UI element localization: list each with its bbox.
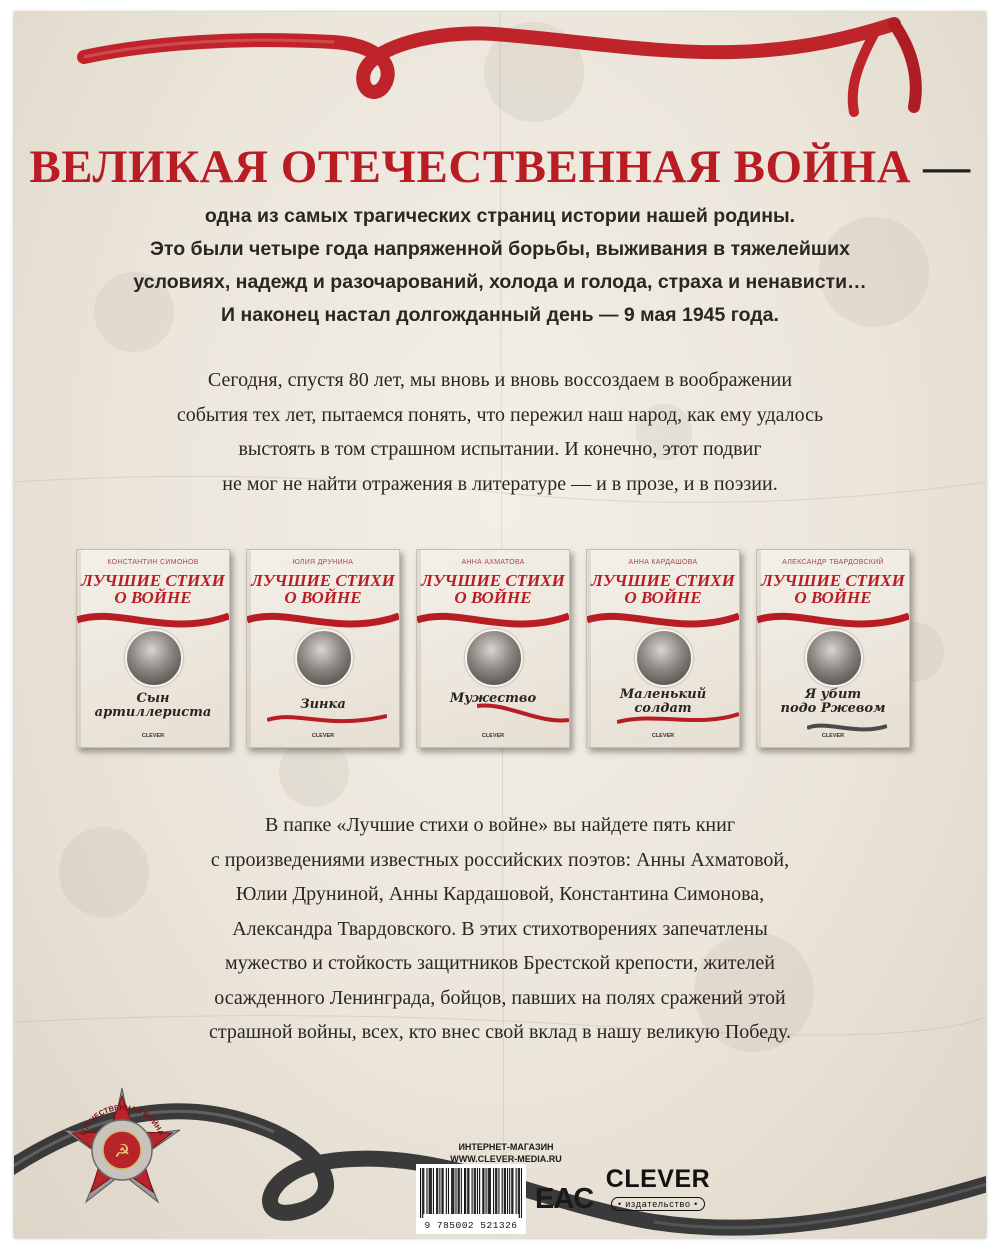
headline-dash: — [923, 141, 971, 193]
book-publisher: CLEVER [481, 733, 505, 739]
barcode-bar [488, 1168, 489, 1214]
barcode-bar [482, 1168, 483, 1214]
barcode-bar [448, 1168, 449, 1214]
book-cover-akhmatova [416, 549, 570, 748]
barcode-bar [502, 1168, 503, 1214]
barcode-bar [426, 1168, 427, 1214]
barcode-bar [459, 1168, 460, 1214]
barcode-bar [446, 1168, 447, 1214]
book-series-title: ЛУЧШИЕ СТИХИ О ВОЙНЕ [81, 571, 225, 607]
barcode-bar [467, 1168, 468, 1214]
online-store-label: ИНТЕРНЕТ-МАГАЗИН [458, 1142, 554, 1152]
barcode-bar [504, 1168, 505, 1214]
barcode-bar [505, 1168, 506, 1214]
barcode-bar [489, 1168, 490, 1214]
paragraph-line: осажденного Ленинграда, бойцов, павших на полях сражений этой [214, 986, 786, 1009]
barcode-bar [485, 1168, 486, 1214]
headline-text: ВЕЛИКАЯ ОТЕЧЕСТВЕННАЯ ВОЙНА [29, 141, 912, 193]
paragraph-line: В папке «Лучшие стихи о войне» вы найдете пять книг [264, 814, 736, 836]
online-store-info [416, 1141, 596, 1165]
barcode-bar [509, 1168, 510, 1214]
book-photo [125, 629, 183, 687]
paragraph-line: с произведениями известных российских поэтов: Анны Ахматовой, [210, 848, 790, 871]
barcode-bar [519, 1168, 520, 1218]
barcode-bars [420, 1168, 522, 1218]
book-series-title: ЛУЧШИЕ СТИХИ О ВОЙНЕ [591, 571, 735, 607]
barcode-bar [468, 1168, 469, 1214]
barcode-bar [483, 1168, 484, 1214]
barcode-bar [423, 1168, 424, 1214]
paragraph-line: Юлии Друниной, Анны Кардашовой, Константина Симонова, [235, 883, 765, 905]
barcode-bar [511, 1168, 512, 1214]
book-title: Сын артиллериста [94, 691, 212, 720]
barcode-bar [475, 1168, 476, 1214]
book-author: ЮЛИЯ ДРУНИНА [292, 559, 354, 566]
barcode-bar [464, 1168, 465, 1214]
barcode-bar [474, 1168, 475, 1214]
barcode-bar [465, 1168, 466, 1214]
book-title: Мужество [449, 691, 537, 706]
barcode-bar [490, 1168, 491, 1214]
barcode-bar [496, 1168, 497, 1214]
book-ribbon-lower [267, 710, 387, 730]
barcode-bar [443, 1168, 444, 1214]
book-cover-drunina [246, 549, 400, 748]
paragraph-line: Александра Твардовского. В этих стихотворениях запечатлены [232, 917, 768, 940]
paragraph-line: не мог не найти отражения в литературе — и в прозе, и в поэзии. [222, 472, 778, 495]
paragraph-folder [54, 808, 946, 1050]
book-cover-simonov [76, 549, 230, 748]
publisher-name: CLEVER [605, 1165, 711, 1193]
barcode-bar [439, 1168, 440, 1214]
book-title: Я убит подо Ржевом [780, 687, 886, 716]
book-author: АЛЕКСАНДР ТВАРДОВСКИЙ [782, 559, 884, 566]
book-back-cover [14, 12, 986, 1238]
barcode-bar [436, 1168, 437, 1214]
book-author: АННА КАРДАШОВА [628, 559, 698, 566]
book-photo [465, 629, 523, 687]
barcode-bar [498, 1168, 499, 1214]
book-title: Зинка [300, 697, 346, 712]
barcode-bar [437, 1168, 438, 1214]
book-photo [295, 629, 353, 687]
book-series-row [76, 549, 936, 749]
book-publisher: CLEVER [141, 733, 165, 739]
paragraph-line: выстоять в том страшном испытании. И конечно, этот подвиг [238, 438, 762, 460]
order-badge-text: ОТЕЧЕСТВЕННАЯ ВОЙНА [78, 1102, 166, 1137]
eac-certification-mark: EAC [535, 1183, 594, 1215]
barcode-bar [453, 1168, 454, 1214]
barcode-bar [422, 1168, 423, 1218]
barcode-bar [461, 1168, 462, 1214]
intro-text [54, 200, 946, 332]
barcode-bar [518, 1168, 519, 1214]
paragraph-line: события тех лет, пытаемся понять, что пережил наш народ, как ему удалось [176, 403, 824, 426]
barcode-bar [495, 1168, 496, 1214]
intro-line: одна из самых трагических страниц истории нашей родины. [204, 205, 796, 227]
book-ribbon-lower [477, 700, 569, 730]
book-ribbon-lower [617, 710, 739, 730]
barcode-bar [493, 1168, 494, 1214]
svg-text:☭: ☭ [113, 1141, 131, 1162]
barcode-bar [430, 1168, 431, 1214]
barcode-bar [512, 1168, 513, 1214]
book-publisher: CLEVER [651, 733, 675, 739]
barcode-bar [431, 1168, 432, 1214]
barcode-bar [455, 1168, 456, 1214]
barcode [416, 1164, 526, 1234]
paragraph-line: страшной войны, всех, кто внес свой вклад в нашу великую Победу. [209, 1021, 791, 1043]
paragraph-today [54, 363, 946, 501]
barcode-bar [472, 1168, 473, 1214]
book-author: КОНСТАНТИН СИМОНОВ [107, 559, 199, 566]
book-cover-tvardovsky [756, 549, 910, 748]
intro-line: И наконец настал долгожданный день — 9 мая 1945 года. [221, 304, 779, 326]
paragraph-line: Сегодня, спустя 80 лет, мы вновь и вновь воссоздаем в воображении [207, 369, 793, 391]
book-series-title: ЛУЧШИЕ СТИХИ О ВОЙНЕ [251, 571, 395, 607]
order-of-patriotic-war-icon [56, 1084, 188, 1216]
barcode-bar [521, 1168, 522, 1218]
barcode-bar [458, 1168, 459, 1214]
intro-line: Это были четыре года напряженной борьбы, выживания в тяжелейших [150, 238, 850, 260]
book-cover-kardashova [586, 549, 740, 748]
book-photo [805, 629, 863, 687]
book-photo [635, 629, 693, 687]
book-title: Маленький солдат [619, 687, 707, 716]
intro-line: условиях, надежд и разочарований, холода и голода, страха и ненависти… [133, 271, 867, 293]
barcode-bar [477, 1168, 478, 1214]
barcode-bar [441, 1168, 442, 1214]
book-series-title: ЛУЧШИЕ СТИХИ О ВОЙНЕ [421, 571, 565, 607]
barcode-bar [516, 1168, 517, 1214]
paragraph-line: мужество и стойкость защитников Брестской крепости, жителей [225, 952, 775, 974]
book-publisher: CLEVER [821, 733, 845, 739]
barcode-bar [433, 1168, 434, 1214]
barcode-bar [451, 1168, 452, 1214]
book-series-title: ЛУЧШИЕ СТИХИ О ВОЙНЕ [761, 571, 905, 607]
barcode-number: 9 785002 521326 [424, 1220, 518, 1231]
barcode-bar [420, 1168, 421, 1218]
online-store-url[interactable]: WWW.CLEVER-MEDIA.RU [450, 1154, 562, 1164]
publisher-logo [602, 1164, 714, 1212]
book-author: АННА АХМАТОВА [461, 559, 525, 566]
book-publisher: CLEVER [311, 733, 335, 739]
barcode-bar [479, 1168, 480, 1214]
main-headline [14, 140, 986, 194]
red-ribbon-top [14, 12, 986, 122]
barcode-bar [429, 1168, 430, 1214]
barcode-bar [507, 1168, 508, 1214]
publisher-subtitle: • издательство • [611, 1197, 705, 1211]
barcode-bar [452, 1168, 453, 1214]
